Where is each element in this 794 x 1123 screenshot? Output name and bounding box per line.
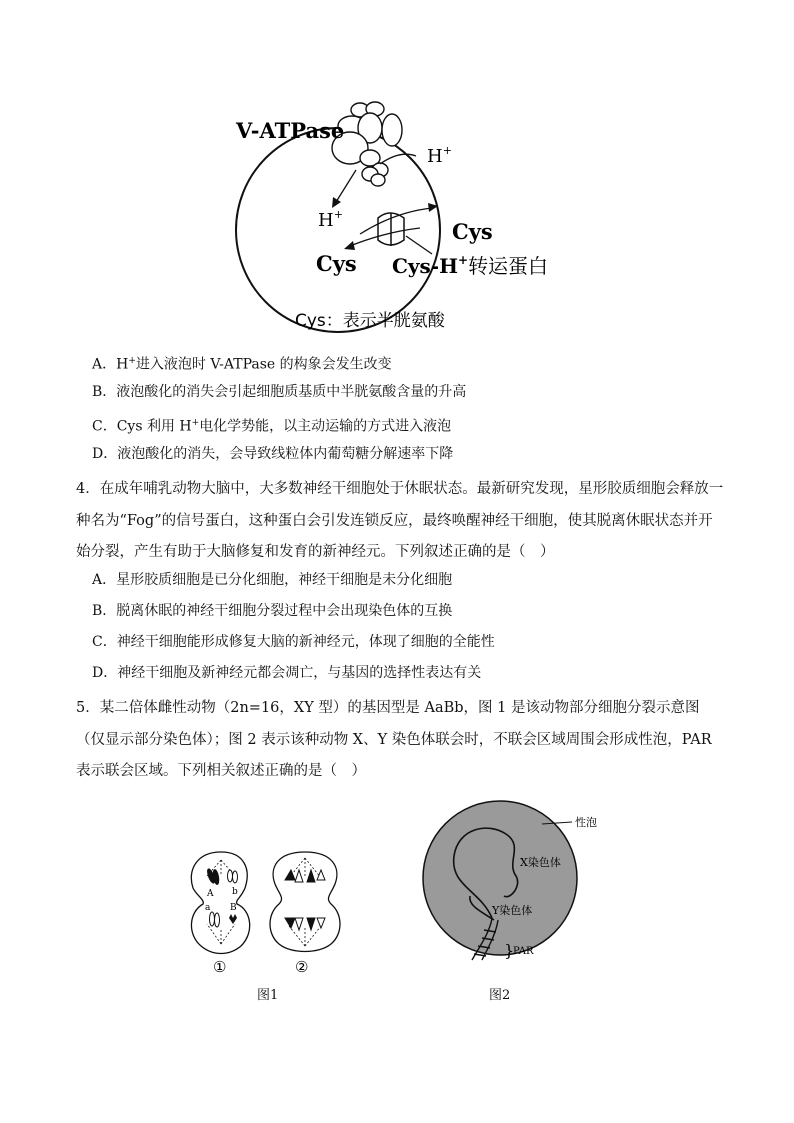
v-atpase-label: V-ATPase	[236, 118, 345, 143]
cell-2-mark: ②	[295, 958, 309, 976]
q3-option-c: C．Cys 利用 H+电化学势能，以主动运输的方式进入液泡	[92, 418, 452, 435]
h-into-vacuole-arrow	[336, 170, 356, 202]
label-par: PAR	[513, 946, 534, 957]
gene-a-upper: A	[207, 889, 214, 899]
cys-left-label: Cys	[316, 251, 357, 276]
sex-vesicle	[423, 801, 577, 955]
par-brace: }	[504, 941, 515, 960]
q3-option-a: A．H+进入液泡时 V-ATPase 的构象会发生改变	[92, 356, 392, 373]
h-inner-label: H+	[318, 208, 343, 231]
q3-option-d: D．液泡酸化的消失，会导致线粒体内葡萄糖分解速率下降	[92, 446, 454, 462]
cys-right-label: Cys	[452, 219, 493, 244]
gene-b-lower: b	[232, 887, 238, 897]
q4-stem: 4．在成年哺乳动物大脑中，大多数神经干细胞处于休眠状态。最新研究发现，星形胶质细胞会释放一种名为“Fog”的信号蛋白，这种蛋白会引发连锁反应，最终唤醒神经干细胞，使其脱离休眠状态并开始分裂，产生有助于大脑修复和发育的新神经元。下列叙述正确的是（ ）	[76, 481, 724, 560]
q4-option-c: C．神经干细胞能形成修复大脑的新神经元，体现了细胞的全能性	[92, 634, 495, 650]
gene-a-lower: a	[205, 903, 211, 913]
label-vesicle: 性泡	[575, 816, 597, 829]
label-x-chromosome: X染色体	[520, 856, 561, 869]
v-atpase-complex	[332, 102, 402, 186]
figure-1-caption: 图1	[257, 988, 279, 1003]
q3-option-b: B．液泡酸化的消失会引起细胞质基质中半胱氨酸含量的升高	[92, 384, 467, 400]
q4-option-b: B．脱离休眠的神经干细胞分裂过程中会出现染色体的互换	[92, 603, 453, 619]
cell-1-mark: ①	[213, 958, 227, 976]
figure-2-sex-vesicle	[410, 800, 620, 968]
figure-1-cell-division	[185, 848, 350, 976]
figure-caption: Cys：表示半胱氨酸	[295, 311, 445, 331]
label-y-chromosome: Y染色体	[492, 904, 533, 917]
vacuole-transport-figure	[220, 100, 600, 345]
h-top-label: H+	[427, 144, 452, 167]
gene-b-upper: B	[230, 903, 237, 913]
q4-option-a: A．星形胶质细胞是已分化细胞，神经干细胞是未分化细胞	[92, 572, 453, 588]
transporter-label: Cys-H+转运蛋白	[392, 253, 549, 278]
figure-2-caption: 图2	[489, 988, 511, 1003]
cell-1-outline	[191, 852, 249, 954]
transporter-pointer	[406, 236, 432, 254]
q4-option-d: D．神经干细胞及新神经元都会凋亡，与基因的选择性表达有关	[92, 665, 482, 681]
q5-stem: 5．某二倍体雌性动物（2n=16，XY 型）的基因型是 AaBb，图 1 是该动物部分细胞分裂示意图（仅显示部分染色体）；图 2 表示该种动物 X、Y 染色体联会时，不联会区域周围会形成性泡，PAR 表示联会区域。下列相关叙述正确的是（ ）	[76, 700, 712, 779]
